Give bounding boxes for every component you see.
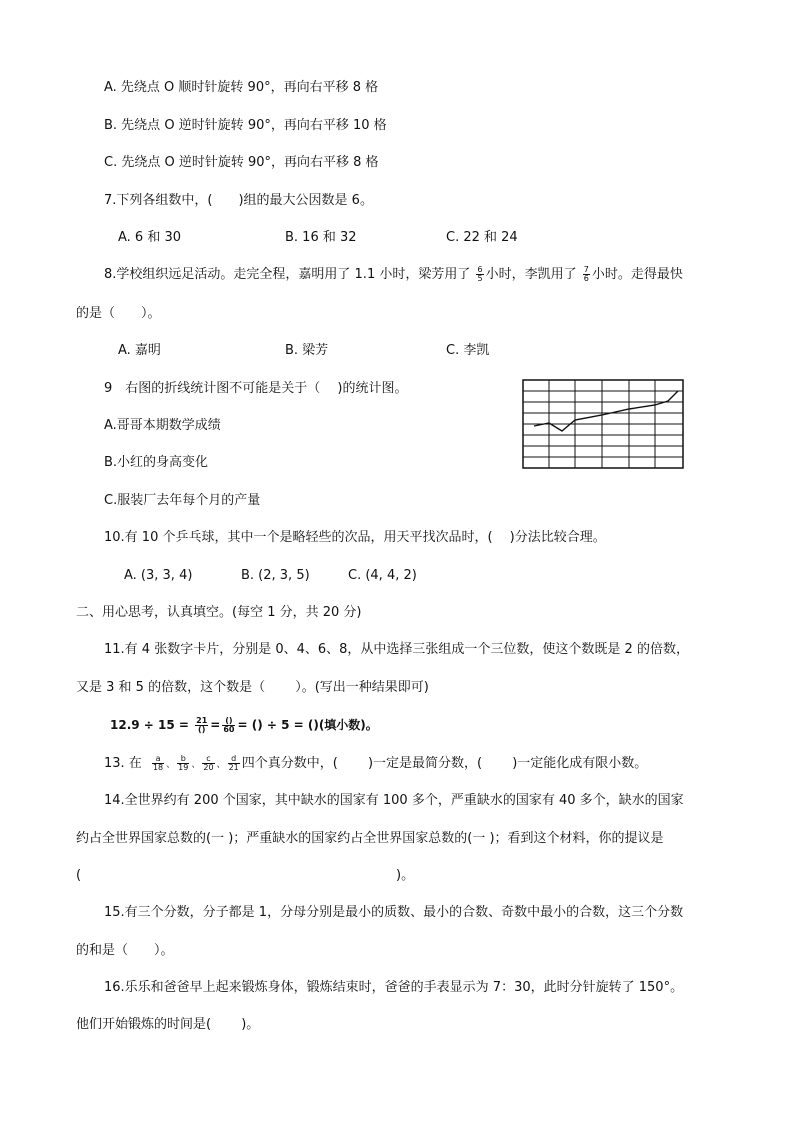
q8-fraction-2 bbox=[583, 266, 590, 283]
q10-stem: 10.有 10 个乒乓球，其中一个是略轻些的次品，用天平找次品时，( )分法比较合理。 bbox=[104, 530, 606, 545]
q14-line2: 约占全世界国家总数的(一 )；严重缺水的国家约占全世界国家总数的(一 )；看到这个材料，你的提议是 bbox=[76, 831, 664, 846]
q12-fraction-1-numerator: 21 bbox=[196, 716, 208, 725]
q12-fraction-2-denominator: 60 bbox=[223, 725, 235, 734]
q12-fraction-1 bbox=[195, 717, 208, 734]
q8-fraction-2-denominator: 6 bbox=[583, 274, 589, 283]
q12-fraction-2 bbox=[222, 717, 235, 734]
q6-option-b: B. 先绕点 O 逆时针旋转 90°，再向右平移 10 格 bbox=[104, 118, 387, 133]
q7-option-c: C. 22 和 24 bbox=[446, 230, 518, 245]
q7-option-b: B. 16 和 32 bbox=[285, 230, 357, 245]
q7-stem: 7.下列各组数中，( )组的最大公因数是 6。 bbox=[104, 193, 373, 208]
q8-stem-line2: 的是（ ）。 bbox=[76, 306, 161, 321]
q6-option-c: C. 先绕点 O 逆时针旋转 90°，再向右平移 8 格 bbox=[104, 155, 379, 170]
q8-stem-part1: 8.学校组织远足活动。走完全程，嘉明用了 1.1 小时，梁芳用了 bbox=[104, 267, 471, 282]
q15-line1: 15.有三个分数，分子都是 1，分母分别是最小的质数、最小的合数、奇数中最小的合数，这三个分数 bbox=[104, 905, 684, 920]
q9-line-chart bbox=[522, 379, 684, 471]
q8-option-b: B. 梁芳 bbox=[285, 343, 329, 358]
q12-fraction-1-denominator: () bbox=[198, 725, 206, 734]
q13-fraction-d-denominator: 21 bbox=[228, 763, 239, 772]
q8-fraction-1 bbox=[476, 266, 483, 283]
q8-fraction-1-numerator: 6 bbox=[477, 265, 483, 274]
q16-line1: 16.乐乐和爸爸早上起来锻炼身体，锻炼结束时，爸爸的手表显示为 7：30，此时分针旋转了 150°。 bbox=[104, 980, 684, 995]
q12-part3: = () ÷ 5 = ()(填小数)。 bbox=[237, 718, 378, 732]
q9-stem: 9 右图的折线统计图不可能是关于（ )的统计图。 bbox=[104, 381, 408, 396]
q13-fraction-d bbox=[228, 755, 240, 772]
q12-fraction-2-numerator: () bbox=[222, 717, 235, 726]
q14-line1: 14.全世界约有 200 个国家，其中缺水的国家有 100 多个，严重缺水的国家有 40 多个，缺水的国家 bbox=[104, 793, 684, 808]
q13-fraction-b-denominator: 19 bbox=[178, 763, 189, 772]
q15-line2: 的和是（ ）。 bbox=[76, 943, 174, 958]
q8-fraction-2-numerator: 7 bbox=[583, 265, 589, 274]
q10-option-a: A. (3, 3, 4) bbox=[124, 568, 193, 583]
q13-fraction-a-numerator: a bbox=[152, 755, 164, 764]
section-2-title: 二、用心思考，认真填空。(每空 1 分，共 20 分) bbox=[76, 605, 362, 620]
q14-answer-open: ( bbox=[76, 868, 82, 883]
q13-fraction-b bbox=[177, 755, 189, 772]
q6-option-a: A. 先绕点 O 顺时针旋转 90°，再向右平移 8 格 bbox=[104, 80, 379, 95]
q13-fraction-c-numerator: c bbox=[202, 755, 214, 764]
q13-fraction-a bbox=[152, 755, 164, 772]
q11-line1: 11.有 4 张数字卡片，分别是 0、4、6、8，从中选择三张组成一个三位数，使这个数既是 2 的倍数， bbox=[104, 642, 689, 657]
q8-fraction-1-denominator: 5 bbox=[477, 274, 483, 283]
q9-option-b: B.小红的身高变化 bbox=[104, 455, 209, 470]
q9-option-c: C.服装厂去年每个月的产量 bbox=[104, 493, 261, 508]
q13-fraction-c-denominator: 20 bbox=[203, 763, 214, 772]
q13-fraction-a-denominator: 18 bbox=[152, 763, 164, 772]
q12-part2: = bbox=[210, 718, 221, 732]
q13-fraction-d-numerator: d bbox=[228, 755, 240, 764]
q14-answer-close: )。 bbox=[396, 868, 415, 883]
q8-stem-part3: 小时。走得最快 bbox=[591, 267, 683, 282]
q13-prefix: 13. 在 bbox=[104, 756, 142, 771]
chart-line bbox=[534, 391, 678, 431]
q13-suffix: 四个真分数中，( )一定是最简分数，( )一定能化成有限小数。 bbox=[241, 756, 648, 771]
q12-equation bbox=[110, 716, 378, 734]
q10-option-c: C. (4, 4, 2) bbox=[348, 568, 417, 583]
q8-stem bbox=[76, 266, 683, 284]
q12-part1: 12.9 ÷ 15 = bbox=[110, 718, 189, 732]
q13-fraction-c bbox=[202, 755, 214, 772]
q13-fraction-b-numerator: b bbox=[177, 755, 189, 764]
q7-option-a: A. 6 和 30 bbox=[118, 230, 182, 245]
q9-option-a: A.哥哥本期数学成绩 bbox=[104, 418, 221, 433]
q13-stem: 13. 在 $\frac{a}{18}$ 、 $\frac{b}{19}$ 、 $\frac{c}{20}$ 、 $\frac{d}{21}$ 四个真分数中，( )一定是最简分数，( )一定能化成有限小数。 bbox=[104, 754, 648, 772]
q8-option-a: A. 嘉明 bbox=[118, 343, 161, 358]
q11-line2: 又是 3 和 5 的倍数，这个数是（ ）。(写出一种结果即可) bbox=[76, 680, 429, 695]
q8-stem-part2: 小时，李凯用了 bbox=[485, 267, 577, 282]
q10-option-b: B. (2, 3, 5) bbox=[241, 568, 310, 583]
q16-line2: 他们开始锻炼的时间是( )。 bbox=[76, 1017, 260, 1032]
q8-option-c: C. 李凯 bbox=[446, 343, 490, 358]
